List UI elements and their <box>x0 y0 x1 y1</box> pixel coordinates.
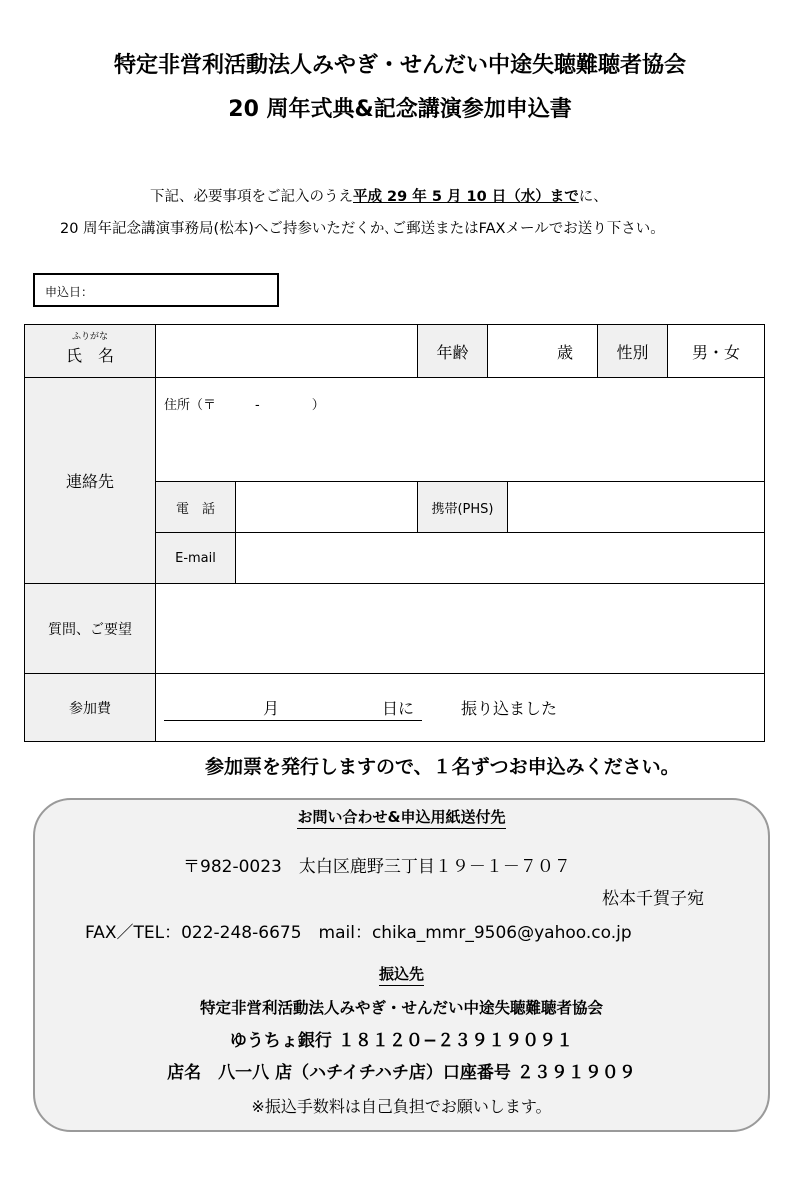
name-label-cell <box>25 325 155 377</box>
fee-field[interactable] <box>155 673 764 741</box>
contact-heading: お問い合わせ&申込用紙送付先 <box>297 808 505 829</box>
gender-options[interactable]: 男・女 <box>667 325 764 377</box>
application-form <box>24 324 765 742</box>
age-input[interactable] <box>487 325 597 377</box>
document-title-line2: 20 周年式典&記念講演参加申込書 <box>228 97 572 122</box>
transfer-org: 特定非営利活動法人みやぎ・せんだい中途失聴難聴者協会 <box>199 999 603 1017</box>
email-input[interactable] <box>235 532 764 583</box>
fee-label: 参加費 <box>25 673 155 741</box>
contact-fax-tel: FAX／TEL：022-248-6675 mail：chika_mmr_9506@yahoo.co.jp <box>85 923 632 943</box>
fee-note: ※振込手数料は自己負担でお願いします。 <box>251 1097 552 1116</box>
age-unit: 歳 <box>556 342 573 362</box>
name-input[interactable] <box>155 325 417 377</box>
name-ruby: ふりがな <box>71 332 108 342</box>
mobile-input[interactable] <box>507 481 764 532</box>
transfer-heading: 振込先 <box>379 965 424 986</box>
contact-label: 連絡先 <box>25 377 155 583</box>
apply-date-field[interactable] <box>33 273 279 307</box>
contact-recipient: 松本千賀子宛 <box>602 889 704 909</box>
fee-underline <box>164 720 422 721</box>
fee-month: 月 <box>263 699 280 718</box>
name-label: 氏 名 <box>65 345 114 365</box>
mobile-label: 携帯(PHS) <box>417 481 507 532</box>
questions-input[interactable] <box>155 583 764 673</box>
document-title-line1: 特定非営利活動法人みやぎ・せんだい中途失聴難聴者協会 <box>113 53 686 78</box>
address-field[interactable] <box>155 377 764 481</box>
fee-day: 日に <box>382 699 415 718</box>
contact-address: 〒982-0023 太白区鹿野三丁目１９－１－７０７ <box>183 857 571 877</box>
contact-box <box>33 798 770 1132</box>
age-label: 年齢 <box>417 325 487 377</box>
branch-account: 店名 八一八 店（ハチイチハチ店）口座番号 ２３９１９０９ <box>167 1063 636 1083</box>
notice: 参加票を発行しますので、１名ずつお申込みください。 <box>205 756 680 778</box>
bank-account: ゆうちょ銀行 １８１２０−２３９１９０９１ <box>229 1031 574 1051</box>
fee-paid: 振り込ました <box>461 699 558 718</box>
apply-date-label: 申込日： <box>45 285 94 299</box>
intro-line1: 下記、必要事項をご記入のうえ平成 29 年 5 月 10 日（水）までに、 <box>150 189 608 205</box>
gender-label: 性別 <box>597 325 667 377</box>
phone-label: 電 話 <box>155 481 235 532</box>
phone-input[interactable] <box>235 481 417 532</box>
email-label: E-mail <box>155 532 235 583</box>
intro-line2: 20 周年記念講演事務局(松本)へご持参いただくか､ご郵送またはFAXメールでお送り下さい。 <box>60 221 665 237</box>
deadline: 平成 29 年 5 月 10 日（水）まで <box>353 189 579 205</box>
address-label: 住所（〒 - ） <box>164 398 325 413</box>
questions-label: 質問、ご要望 <box>25 583 155 673</box>
